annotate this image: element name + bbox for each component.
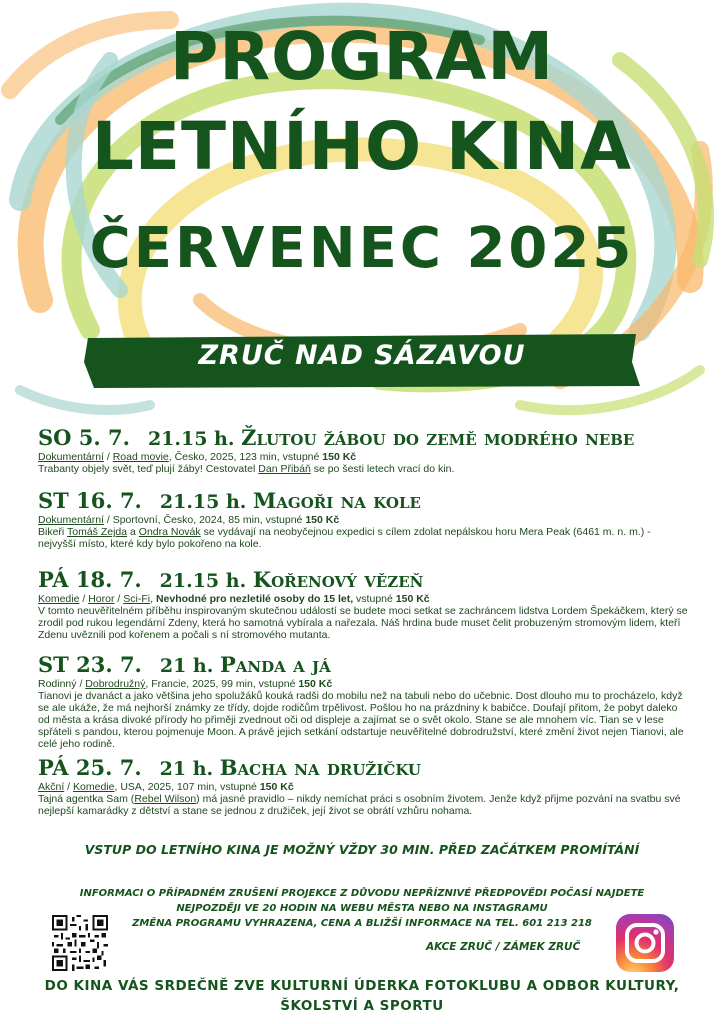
movie-price: 150 Kč: [298, 678, 333, 690]
movie-heading: [38, 568, 688, 593]
genre-link[interactable]: Horor: [88, 593, 115, 605]
movie-entry: [38, 653, 688, 750]
movie-meta: [38, 514, 688, 526]
movie-day: ST 23. 7.: [38, 652, 142, 677]
movie-heading: [38, 756, 688, 781]
town-name: ZRUČ NAD SÁZAVOU: [198, 340, 526, 371]
footer-line-2: ŠKOLSTVÍ A SPORTU: [280, 998, 444, 1014]
genre-link[interactable]: Komedie: [73, 781, 115, 793]
movie-description: [38, 793, 688, 817]
movie-time: 21.15 h.: [159, 491, 247, 513]
person-link[interactable]: Dan Přibáň: [258, 463, 311, 475]
movie-meta: [38, 678, 688, 690]
meta-details: , USA, 2025, 107 min, vstupné: [114, 781, 260, 793]
meta-details: , Česko, 2025, 123 min, vstupné: [168, 451, 323, 463]
meta-separator: /: [103, 451, 113, 463]
movie-time: 21 h.: [159, 758, 214, 780]
genre-link[interactable]: Road movie: [112, 451, 169, 463]
age-restriction: Nevhodné pro nezletilé osoby do 15 let,: [155, 593, 354, 605]
genre-link[interactable]: Akční: [38, 781, 65, 793]
person-link[interactable]: Tomáš Zejda: [66, 526, 128, 538]
title-program: PROGRAM: [169, 18, 555, 95]
person-link[interactable]: Ondra Novák: [138, 526, 201, 538]
social-handles: AKCE ZRUČ / ZÁMEK ZRUČ: [426, 941, 581, 953]
meta-details: vstupné: [353, 593, 396, 605]
movie-entry: [38, 426, 688, 475]
movie-description: Tianovi je dvanáct a jako většina jeho spolužáků kouká radši do mobilu než na tabuli nebo do učebnic. Dost dlouho mu to procházelo, když se ale ukáže, že má nejhorší známky ze třídy, dojde rodičům trpělivost. Pošlou ho na prázdniny k babičce. Doufají přitom, že pobyt daleko od města a krása divoké přírody ho přiměji zvednout oči od displeje a zajímat se o svět okolo. Stane se ale mnohem víc. Tian se v lese spřáteli s pandou, kterou pojmenuje Moon. A právě jejich setkání odstartuje neuvěřitelné dobrodružství, které změní život nejen Tianovi, ale celé jeho rodině.: [38, 690, 684, 750]
qr-code-icon[interactable]: [52, 915, 108, 971]
movie-title: Žlutou žábou do země modrého nebe: [241, 425, 635, 450]
desc-text: se vydávají na neobyčejnou expedici s cílem zdolat nepálskou horu Mera Peak (6461 m. n. m.) - nejvyšší místo, které kdy bylo pokořeno na kole.: [38, 526, 651, 550]
movie-day: PÁ 25. 7.: [38, 755, 142, 780]
movie-heading: [38, 653, 688, 678]
info-line-3: ZMĚNA PROGRAMU VYHRAZENA, CENA A BLIŽŠÍ INFORMACE NA TEL. 601 213 218: [132, 918, 592, 929]
person-link[interactable]: Rebel Wilson: [134, 793, 197, 805]
footer-line-1: DO KINA VÁS SRDEČNĚ ZVE KULTURNÍ ÚDERKA FOTOKLUBU A ODBOR KULTURY,: [44, 978, 680, 994]
desc-text: Bikeři: [38, 526, 67, 538]
movie-price: 150 Kč: [305, 514, 340, 526]
movie-heading: [38, 426, 688, 451]
movie-title: Magoři na kole: [253, 488, 421, 513]
meta-details: , Francie, 2025, 99 min, vstupné: [145, 678, 299, 690]
movie-price: 150 Kč: [395, 593, 430, 605]
movie-time: 21.15 h.: [159, 570, 247, 592]
movie-day: PÁ 18. 7.: [38, 567, 142, 592]
movie-heading: [38, 489, 688, 514]
info-line-1: INFORMACI O PŘÍPADNÉM ZRUŠENÍ PROJEKCE Z DŮVODU NEPŘÍZNIVÉ PŘEDPOVĚDI POČASÍ NAJDETE: [79, 888, 645, 899]
desc-text: Trabanty objely svět, teď plují žáby! Cestovatel: [38, 463, 259, 475]
movie-day: ST 16. 7.: [38, 488, 142, 513]
movie-price: 150 Kč: [259, 781, 294, 793]
entry-note: VSTUP DO LETNÍHO KINA JE MOŽNÝ VŽDY 30 MIN. PŘED ZAČÁTKEM PROMÍTÁNÍ: [84, 842, 640, 857]
movie-title: Kořenový vězeň: [252, 567, 424, 592]
instagram-icon[interactable]: [616, 914, 674, 972]
movie-meta: Komedie / Horor / Sci-Fi, Nevhodné pro nezletilé osoby do 15 let, vstupné 150 Kč: [38, 593, 430, 605]
genre-link[interactable]: Komedie: [38, 593, 80, 605]
movie-day: SO 5. 7.: [38, 425, 130, 450]
genre-link[interactable]: Sci-Fi: [123, 593, 151, 605]
info-line-2: NEJPOZDĚJI VE 20 HODIN NA WEBU MĚSTA NEBO NA INSTAGRAMU: [176, 903, 548, 914]
title-letniho-kina: LETNÍHO KINA: [91, 108, 633, 185]
movie-price: 150 Kč: [322, 451, 357, 463]
movie-description: [38, 463, 688, 475]
movie-title: Bacha na družičku: [219, 755, 421, 780]
movie-meta: Akční / Komedie, USA, 2025, 107 min, vstupné 150 Kč: [38, 781, 294, 793]
genre-link[interactable]: Dobrodružný: [85, 678, 146, 690]
movie-entry: [38, 489, 688, 550]
movie-description: [38, 526, 688, 550]
movie-time: 21.15 h.: [147, 428, 235, 450]
genre-link[interactable]: Dokumentární: [38, 451, 104, 463]
desc-text: se po šesti letech vrací do kin.: [310, 463, 455, 475]
movie-time: 21 h.: [159, 655, 214, 677]
meta-details: / Sportovní, Česko, 2024, 85 min, vstupné: [103, 514, 306, 526]
movie-meta: [38, 451, 688, 463]
movie-description: V tomto neuvěřitelném příběhu inspirovaným skutečnou událostí se budete moci setkat se zachráncem lidstva Lordem Špekáčkem, který se zrodil pod rukou legendární Zdeny, která ho samotná vybírala a nařezala. Náš hrdina bude muset čelit probuzeným stromovým lidem, kteří Zdenu uvěznili pod kořenem a počali s ní stromového mutanta.: [38, 605, 688, 641]
movie-entry: [38, 756, 688, 817]
desc-text: Tajná agentka Sam (: [38, 793, 135, 805]
desc-text: a: [127, 526, 139, 538]
movie-entry: [38, 568, 688, 641]
movie-title: Panda a já: [219, 652, 331, 677]
genre-text: Rodinný /: [38, 678, 86, 690]
title-month-year: ČERVENEC 2025: [89, 216, 635, 281]
desc-text: ) má jasné pravidlo – nikdy nemíchat práci s osobním životem. Jenže když přijme pozvání na svatbu své nejlepší kamarádky z dětství a stane se jednou z družiček, její život se obrátí vzhůru nohama.: [38, 793, 681, 817]
genre-link[interactable]: Dokumentární: [38, 514, 104, 526]
